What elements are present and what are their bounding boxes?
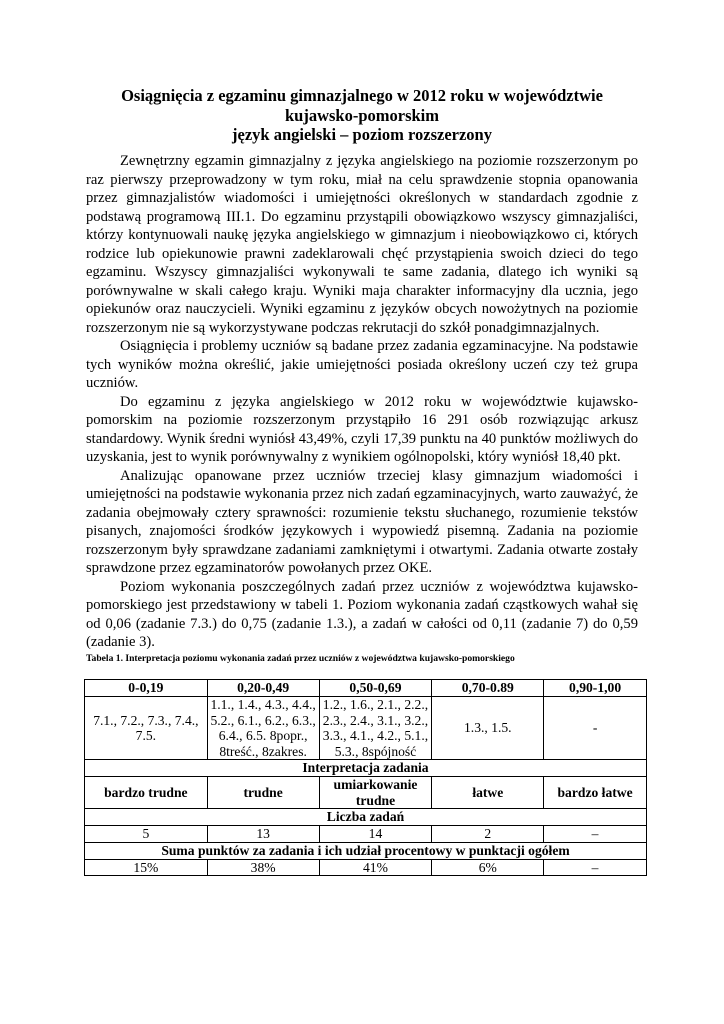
paragraph-problems: Osiągnięcia i problemy uczniów są badane przez zadania egzaminacyjne. Na podstawie tych wyników można określić, jakie umiejętności posiada określony uczeń czy też grupa uczniów.	[86, 338, 638, 391]
interpretation-cell: trudne	[207, 777, 319, 809]
count-cell: 14	[319, 826, 432, 843]
interpretation-header-row	[85, 760, 647, 777]
paragraph-levels: Poziom wykonania poszczególnych zadań przez uczniów z województwa kujawsko-pomorskiego jest przedstawiony w tabeli 1. Poziom wykonania zadań cząstkowych wahał się od 0,06 (zadanie 7.3.) do 0,75 (zadanie 1.3.), a zadań w całości od 0,11 (zadanie 7) do 0,59 (zadanie 3).	[86, 578, 638, 650]
count-cell: 5	[85, 826, 208, 843]
title-line-1: Osiągnięcia z egzaminu gimnazjalnego w 2012 roku w województwie	[121, 86, 603, 105]
tasks-cell: 1.1., 1.4., 4.3., 4.4., 5.2., 6.1., 6.2., 6.3., 6.4., 6.5. 8popr., 8treść., 8zakres.	[207, 697, 319, 760]
count-cell: 13	[207, 826, 319, 843]
range-header-cell: 0,50-0,69	[319, 680, 432, 697]
document-title	[80, 86, 644, 145]
percent-cell: –	[544, 859, 647, 876]
tasks-row	[85, 697, 647, 760]
sum-header-row	[85, 842, 647, 859]
percent-cell: 38%	[207, 859, 319, 876]
interpretation-cell: umiarkowanie trudne	[319, 777, 432, 809]
tasks-cell: -	[544, 697, 647, 760]
sum-header: Suma punktów za zadania i ich udział procentowy w punktacji ogółem	[85, 842, 647, 859]
range-header-cell: 0-0,19	[85, 680, 208, 697]
count-cell: –	[544, 826, 647, 843]
title-line-3: język angielski – poziom rozszerzony	[232, 125, 492, 144]
interpretation-header: Interpretacja zadania	[85, 760, 647, 777]
interpretation-cell: bardzo łatwe	[544, 777, 647, 809]
range-header-cell: 0,90-1,00	[544, 680, 647, 697]
document-body	[86, 152, 638, 652]
percent-row	[85, 859, 647, 876]
count-header-row	[85, 809, 647, 826]
interpretation-cell: łatwe	[432, 777, 544, 809]
tasks-cell: 1.3., 1.5.	[432, 697, 544, 760]
paragraph-statistics: Do egzaminu z języka angielskiego w 2012 roku w województwie kujawsko-pomorskim na poziomie rozszerzonym przystąpiło 16 291 osób rozwiązując arkusz standardowy. Wynik średni wyniósł 43,49%, czyli 17,39 punktu na 40 punktów możliwych do uzyskania, jest to wynik porównywalny z wynikiem ogólnopolski, który wyniósł 18,40 pkt.	[86, 393, 638, 465]
range-header-cell: 0,20-0,49	[207, 680, 319, 697]
interpretation-row	[85, 777, 647, 809]
title-line-2: kujawsko-pomorskim	[284, 105, 440, 125]
count-header: Liczba zadań	[85, 809, 647, 826]
percent-cell: 6%	[432, 859, 544, 876]
results-table	[84, 679, 647, 876]
count-cell: 2	[432, 826, 544, 843]
count-row	[85, 826, 647, 843]
tasks-cell: 1.2., 1.6., 2.1., 2.2., 2.3., 2.4., 3.1., 3.2., 3.3., 4.1., 4.2., 5.1., 5.3., 8spójność	[319, 697, 432, 760]
range-header-cell: 0,70-0.89	[432, 680, 544, 697]
table-caption: Tabela 1. Interpretacja poziomu wykonania zadań przez uczniów z województwa kujawsko-pomorskiego	[86, 653, 515, 664]
percent-cell: 15%	[85, 859, 208, 876]
paragraph-intro: Zewnętrzny egzamin gimnazjalny z języka angielskiego na poziomie rozszerzonym po raz pierwszy przeprowadzony w tym roku, miał na celu sprawdzenie stopnia opanowania przez gimnazjalistów wiadomości i umiejętności określonych w standardach zgodnie z podstawą programową III.1. Do egzaminu przystąpili obowiązkowo wszyscy gimnazjaliści, którzy kontynuowali naukę języka angielskiego w gimnazjum i nieobowiązkowo ci, których rodzice lub opiekunowie prawni zadeklarowali chęć przystąpienia swoich dzieci do tego egzaminu. Wszyscy gimnazjaliści wykonywali te same zadania, dlatego ich wyniki są porównywalne w skali całego kraju. Wyniki maja charakter informacyjny dla ucznia, jego opiekunów oraz nauczycieli. Wyniki egzaminu z języków obcych nowożytnych na poziomie rozszerzonym nie są wykorzystywane podczas rekrutacji do szkół ponadgimnazjalnych.	[86, 153, 638, 336]
paragraph-skills: Analizując opanowane przez uczniów trzeciej klasy gimnazjum wiadomości i umiejętności na podstawie wykonania przez nich zadań egzaminacyjnych, warto zauważyć, że zadania obejmowały cztery sprawności: rozumienie tekstu słuchanego, rozumienie tekstów pisanych, znajomości środków językowych i wypowiedź pisemną. Zadania na poziomie rozszerzonym były sprawdzane zadaniami zamkniętymi i otwartymi. Zadania otwarte zostały sprawdzone przez egzaminatorów powołanych przez OKE.	[86, 467, 638, 576]
tasks-cell: 7.1., 7.2., 7.3., 7.4., 7.5.	[85, 697, 208, 760]
interpretation-cell: bardzo trudne	[85, 777, 208, 809]
percent-cell: 41%	[319, 859, 432, 876]
range-header-row	[85, 680, 647, 697]
